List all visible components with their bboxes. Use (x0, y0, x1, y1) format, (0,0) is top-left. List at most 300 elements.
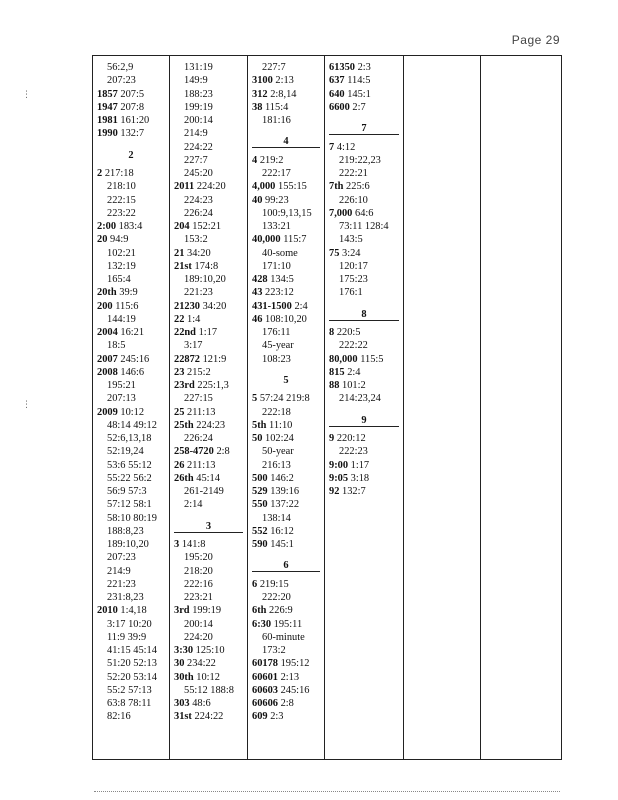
index-reference: 52:6,13,18 (107, 433, 152, 444)
index-pages: 220:12 (336, 433, 366, 444)
index-reference: 40-some (262, 247, 298, 259)
section-rule (329, 134, 399, 135)
index-term: 7th (329, 181, 344, 193)
section-rule (252, 571, 320, 572)
index-term: 3rd (174, 605, 190, 617)
index-entry (329, 101, 403, 114)
index-pages: 161:20 (120, 115, 150, 126)
index-pages: 245:16 (280, 684, 310, 696)
index-entry (252, 472, 324, 485)
index-reference: 56:9 57:3 (107, 486, 147, 497)
index-entry (252, 300, 324, 313)
index-entry (252, 313, 324, 326)
index-term: 529 (252, 486, 268, 497)
index-reference: 53:6 55:12 (107, 459, 152, 471)
index-term: 6600 (329, 101, 350, 113)
index-reference: 221:23 (184, 287, 213, 299)
index-term: 2 (97, 168, 103, 179)
index-entry (252, 273, 324, 286)
index-term: 26th (174, 472, 194, 484)
section-letter: 6 (283, 560, 289, 572)
index-pages: 146:6 (120, 366, 145, 378)
index-reference: 73:11 128:4 (339, 221, 389, 232)
index-pages: 174:8 (194, 260, 219, 272)
index-reference: 63:8 78:11 (107, 698, 152, 709)
index-reference: 188:8,23 (107, 525, 144, 537)
index-term: 38 (252, 101, 263, 113)
index-pages: 183:4 (118, 221, 143, 232)
index-reference: 218:10 (107, 181, 136, 193)
index-reference: 173:2 (262, 645, 286, 656)
index-pages: 145:1 (270, 539, 294, 550)
index-term: 2008 (97, 366, 118, 378)
index-pages: 207:5 (120, 88, 145, 100)
index-entry (329, 459, 403, 472)
index-entry (329, 61, 403, 74)
index-reference: 143:5 (339, 234, 363, 246)
index-term: 92 (329, 486, 340, 497)
index-entry (252, 180, 324, 193)
index-reference: 216:13 (262, 459, 291, 471)
index-pages: 114:5 (347, 75, 371, 87)
section-letter: 5 (283, 374, 289, 386)
index-reference: 223:21 (184, 592, 213, 603)
index-pages: 2:8 (216, 446, 230, 458)
index-reference: 222:22 (339, 340, 368, 352)
index-reference: 218:20 (184, 565, 213, 577)
section-header (252, 366, 324, 393)
index-term: 88 (329, 380, 340, 391)
index-pages: 10:12 (196, 671, 220, 683)
index-term: 30 (174, 658, 185, 670)
index-reference: 199:19 (184, 101, 213, 113)
index-entry (252, 498, 324, 511)
index-entry (329, 141, 403, 154)
index-entry (97, 167, 169, 180)
index-entry (329, 379, 403, 392)
index-entry (174, 604, 247, 617)
index-pages: 145:1 (347, 88, 371, 100)
index-pages: 132:7 (120, 128, 145, 140)
index-term: 5 (252, 393, 258, 405)
index-pages: 16:21 (120, 327, 145, 338)
index-reference: 45-year (262, 340, 294, 352)
index-term: 50 (252, 433, 263, 444)
index-column-6 (481, 56, 561, 759)
index-entry (174, 459, 247, 472)
index-pages: 2:13 (280, 671, 300, 683)
index-reference: 224:20 (184, 631, 213, 643)
index-term: 75 (329, 247, 340, 259)
index-pages: 34:20 (202, 300, 227, 312)
index-reference: 200:14 (184, 115, 213, 126)
index-pages: 39:9 (119, 287, 138, 299)
index-term: 1947 (97, 101, 118, 113)
index-term: 4 (252, 154, 258, 166)
index-pages: 211:13 (187, 459, 216, 471)
index-pages: 219:15 (259, 578, 289, 590)
index-pages: 215:2 (187, 366, 211, 378)
index-entry (252, 697, 324, 710)
index-term: 312 (252, 88, 268, 100)
index-column-3 (248, 56, 325, 759)
index-reference: 149:9 (184, 75, 208, 87)
index-pages: 115:6 (115, 300, 139, 312)
index-entry (329, 432, 403, 445)
index-pages: 220:5 (336, 327, 361, 338)
index-term: 26 (174, 459, 185, 471)
index-entry (174, 379, 247, 392)
index-term: 61350 (329, 62, 355, 73)
index-pages: 4:12 (336, 141, 356, 153)
index-entry (252, 578, 324, 591)
index-entry (174, 697, 247, 710)
index-term: 46 (252, 313, 263, 325)
index-pages: 101:2 (342, 380, 366, 391)
index-reference: 214:23,24 (339, 393, 381, 405)
index-reference: 52:19,24 (107, 446, 144, 458)
index-reference: 245:20 (184, 168, 213, 179)
index-entry (329, 74, 403, 87)
index-reference: 18:5 (107, 340, 126, 352)
index-pages: 195:12 (280, 658, 310, 670)
index-pages: 115:5 (360, 353, 384, 365)
index-pages: 134:5 (270, 274, 294, 285)
index-reference: 2:14 (184, 499, 203, 511)
index-entry (329, 366, 403, 379)
index-table (92, 55, 562, 760)
index-reference: 222:20 (262, 592, 291, 603)
index-pages: 155:15 (278, 181, 307, 193)
index-term: 60603 (252, 684, 278, 696)
index-term: 7 (329, 141, 335, 153)
index-reference: 222:17 (262, 168, 291, 179)
index-reference: 102:21 (107, 247, 136, 259)
index-entry (252, 101, 324, 114)
index-reference: 175:23 (339, 274, 368, 285)
index-term: 40,000 (252, 234, 281, 246)
index-entry (97, 101, 169, 114)
index-column-1 (93, 56, 170, 759)
section-letter: 2 (128, 149, 134, 161)
index-term: 3:30 (174, 645, 194, 656)
index-term: 2010 (97, 605, 118, 617)
index-term: 4,000 (252, 181, 276, 193)
index-column-5 (404, 56, 481, 759)
index-pages: 2:8,14 (270, 88, 297, 100)
index-term: 21230 (174, 300, 200, 312)
index-entry (174, 260, 247, 273)
index-term: 43 (252, 287, 263, 299)
index-entry (97, 127, 169, 140)
index-term: 2004 (97, 327, 118, 338)
index-entry (252, 538, 324, 551)
index-pages: 2:3 (357, 62, 371, 73)
index-entry (252, 657, 324, 670)
index-term: 431-1500 (252, 300, 292, 312)
index-pages: 115:4 (265, 101, 289, 113)
index-term: 22 (174, 313, 185, 325)
index-term: 428 (252, 274, 268, 285)
index-reference: 55:2 57:13 (107, 684, 152, 696)
index-reference: 100:9,13,15 (262, 207, 312, 219)
index-entry (97, 114, 169, 127)
margin-mark: ⋮ (22, 400, 31, 410)
index-reference: 132:19 (107, 260, 136, 272)
index-reference: 165:4 (107, 274, 131, 285)
index-pages: 132:7 (342, 486, 366, 497)
index-entry (174, 644, 247, 657)
index-term: 6th (252, 605, 267, 617)
index-pages: 16:12 (270, 525, 294, 537)
index-reference: 55:22 56:2 (107, 472, 152, 484)
index-pages: 199:19 (192, 605, 222, 617)
index-entry (97, 233, 169, 246)
index-term: 1857 (97, 88, 118, 100)
section-rule (329, 320, 399, 321)
index-entry (329, 326, 403, 339)
page-number: Page 29 (511, 33, 560, 47)
index-term: 609 (252, 711, 268, 723)
index-reference: 108:23 (262, 353, 291, 365)
index-pages: 57:24 219:8 (259, 393, 310, 405)
index-pages: 125:10 (195, 645, 225, 656)
index-entry (174, 247, 247, 260)
index-term: 80,000 (329, 353, 358, 365)
index-reference: 207:23 (107, 552, 136, 564)
index-reference: 223:22 (107, 207, 136, 219)
index-entry (252, 671, 324, 684)
index-pages: 48:6 (192, 698, 211, 709)
index-entry (252, 154, 324, 167)
index-entry (252, 194, 324, 207)
index-reference: 144:19 (107, 313, 136, 325)
index-entry (329, 485, 403, 498)
index-entry (252, 710, 324, 723)
index-entry (252, 233, 324, 246)
index-term: 590 (252, 539, 268, 550)
index-pages: 10:12 (120, 406, 145, 418)
index-term: 500 (252, 472, 268, 484)
index-reference: 11:9 39:9 (107, 631, 147, 643)
index-entry (329, 353, 403, 366)
index-reference: 138:14 (262, 512, 291, 524)
index-term: 60178 (252, 658, 278, 670)
section-letter: 3 (205, 520, 212, 532)
index-pages: 152:21 (192, 221, 222, 232)
index-entry (329, 472, 403, 485)
index-term: 9:00 (329, 459, 349, 471)
index-pages: 34:20 (187, 247, 211, 259)
index-pages: 226:9 (269, 605, 293, 617)
index-entry (174, 472, 247, 485)
index-entry (329, 207, 403, 220)
index-reference: 120:17 (339, 260, 368, 272)
index-entry (174, 313, 247, 326)
index-pages: 2:7 (352, 101, 366, 113)
index-reference: 227:7 (262, 62, 286, 73)
index-pages: 211:13 (187, 406, 216, 418)
index-reference: 176:11 (262, 327, 291, 338)
index-entry (252, 618, 324, 631)
index-reference: 214:9 (107, 565, 131, 577)
index-reference: 176:1 (339, 287, 363, 299)
index-reference: 222:15 (107, 194, 136, 206)
index-term: 6 (252, 578, 258, 590)
index-pages: 219:2 (259, 154, 284, 166)
index-entry (97, 300, 169, 313)
index-term: 40 (252, 194, 263, 206)
index-pages: 1:4,18 (120, 605, 147, 617)
index-reference: 189:10,20 (184, 274, 226, 285)
index-reference: 222:16 (184, 578, 213, 590)
index-reference: 221:23 (107, 578, 136, 590)
index-reference: 3:17 (184, 340, 203, 352)
index-term: 2:00 (97, 221, 117, 232)
section-letter: 7 (361, 123, 367, 134)
index-reference: 50-year (262, 446, 294, 458)
index-pages: 195:11 (273, 618, 303, 630)
index-entry (97, 604, 169, 617)
index-pages: 3:24 (342, 247, 361, 259)
index-reference: 195:20 (184, 552, 213, 564)
index-reference: 60-minute (262, 631, 305, 643)
index-reference: 58:10 80:19 (107, 512, 157, 524)
index-entry (97, 220, 169, 233)
index-pages: 2:3 (270, 711, 284, 723)
index-term: 3100 (252, 75, 273, 87)
index-pages: 102:24 (265, 433, 294, 444)
index-pages: 11:10 (269, 419, 293, 431)
index-term: 550 (252, 499, 268, 511)
index-pages: 137:22 (270, 499, 300, 511)
section-header (97, 141, 169, 168)
index-term: 21 (174, 247, 185, 259)
index-entry (174, 710, 247, 723)
index-pages: 223:12 (265, 287, 294, 299)
index-pages: 146:2 (270, 472, 294, 484)
index-reference: 226:10 (339, 194, 368, 206)
index-term: 9:05 (329, 472, 349, 484)
index-term: 25th (174, 419, 194, 431)
index-reference: 226:24 (184, 207, 213, 219)
index-entry (252, 419, 324, 432)
index-term: 60601 (252, 671, 278, 683)
index-reference: 153:2 (184, 234, 208, 246)
index-entry (174, 180, 247, 193)
index-term: 23rd (174, 380, 195, 391)
index-reference: 207:13 (107, 393, 136, 405)
index-term: 21st (174, 260, 192, 272)
index-reference: 133:21 (262, 221, 291, 232)
index-pages: 1:4 (187, 313, 201, 325)
section-header (252, 127, 324, 154)
index-reference: 261-2149 (184, 486, 224, 497)
index-term: 7,000 (329, 207, 353, 219)
index-reference: 195:21 (107, 380, 136, 391)
index-reference: 57:12 58:1 (107, 499, 152, 511)
index-entry (329, 247, 403, 260)
index-term: 2011 (174, 181, 195, 193)
index-entry (252, 525, 324, 538)
index-term: 31st (174, 711, 192, 723)
index-term: 637 (329, 75, 345, 87)
index-reference: 188:23 (184, 88, 213, 100)
index-reference: 227:15 (184, 393, 213, 405)
index-reference: 226:24 (184, 433, 213, 444)
index-pages: 1:17 (198, 327, 218, 338)
index-reference: 200:14 (184, 618, 213, 630)
index-term: 20 (97, 234, 108, 246)
index-pages: 224:23 (196, 419, 226, 431)
index-reference: 41:15 45:14 (107, 645, 157, 656)
index-entry (97, 88, 169, 101)
index-pages: 99:23 (265, 194, 289, 206)
index-reference: 56:2,9 (107, 62, 134, 73)
index-reference: 224:22 (184, 141, 213, 153)
section-header (174, 512, 247, 539)
index-reference: 189:10,20 (107, 539, 149, 550)
margin-mark: ⋮ (22, 90, 31, 100)
index-reference: 3:17 10:20 (107, 618, 152, 630)
index-term: 552 (252, 525, 268, 537)
index-term: 1981 (97, 115, 118, 126)
index-entry (97, 326, 169, 339)
index-reference: 48:14 49:12 (107, 419, 157, 431)
section-header (329, 406, 403, 433)
index-pages: 224:22 (194, 711, 224, 723)
index-term: 1990 (97, 128, 118, 140)
index-term: 204 (174, 221, 190, 232)
index-pages: 225:1,3 (197, 380, 229, 391)
index-entry (252, 684, 324, 697)
index-entry (252, 485, 324, 498)
index-entry (174, 671, 247, 684)
index-entry (252, 392, 324, 405)
section-header (329, 114, 403, 141)
index-pages: 45:14 (196, 472, 220, 484)
index-pages: 217:18 (104, 168, 134, 179)
index-pages: 2:4 (347, 366, 361, 378)
index-entry (97, 286, 169, 299)
index-pages: 108:10,20 (265, 313, 307, 325)
index-term: 30th (174, 671, 194, 683)
index-entry (174, 657, 247, 670)
index-reference: 55:12 188:8 (184, 684, 234, 696)
index-reference: 131:19 (184, 62, 213, 73)
index-entry (252, 604, 324, 617)
index-reference: 227:7 (184, 154, 208, 166)
index-pages: 115:7 (283, 234, 307, 246)
section-header (252, 551, 324, 578)
index-reference: 181:16 (262, 115, 291, 126)
index-reference: 207:23 (107, 75, 136, 87)
index-term: 23 (174, 366, 185, 378)
index-entry (97, 366, 169, 379)
index-pages: 1:17 (350, 459, 370, 471)
index-term: 303 (174, 698, 190, 709)
index-term: 20th (97, 287, 117, 299)
index-entry (329, 88, 403, 101)
index-entry (174, 366, 247, 379)
index-term: 815 (329, 366, 345, 378)
index-reference: 214:9 (184, 128, 208, 140)
index-reference: 224:23 (184, 194, 213, 206)
index-reference: 222:23 (339, 446, 368, 458)
index-reference: 231:8,23 (107, 592, 144, 603)
index-term: 8 (329, 327, 335, 338)
index-term: 22872 (174, 353, 200, 365)
